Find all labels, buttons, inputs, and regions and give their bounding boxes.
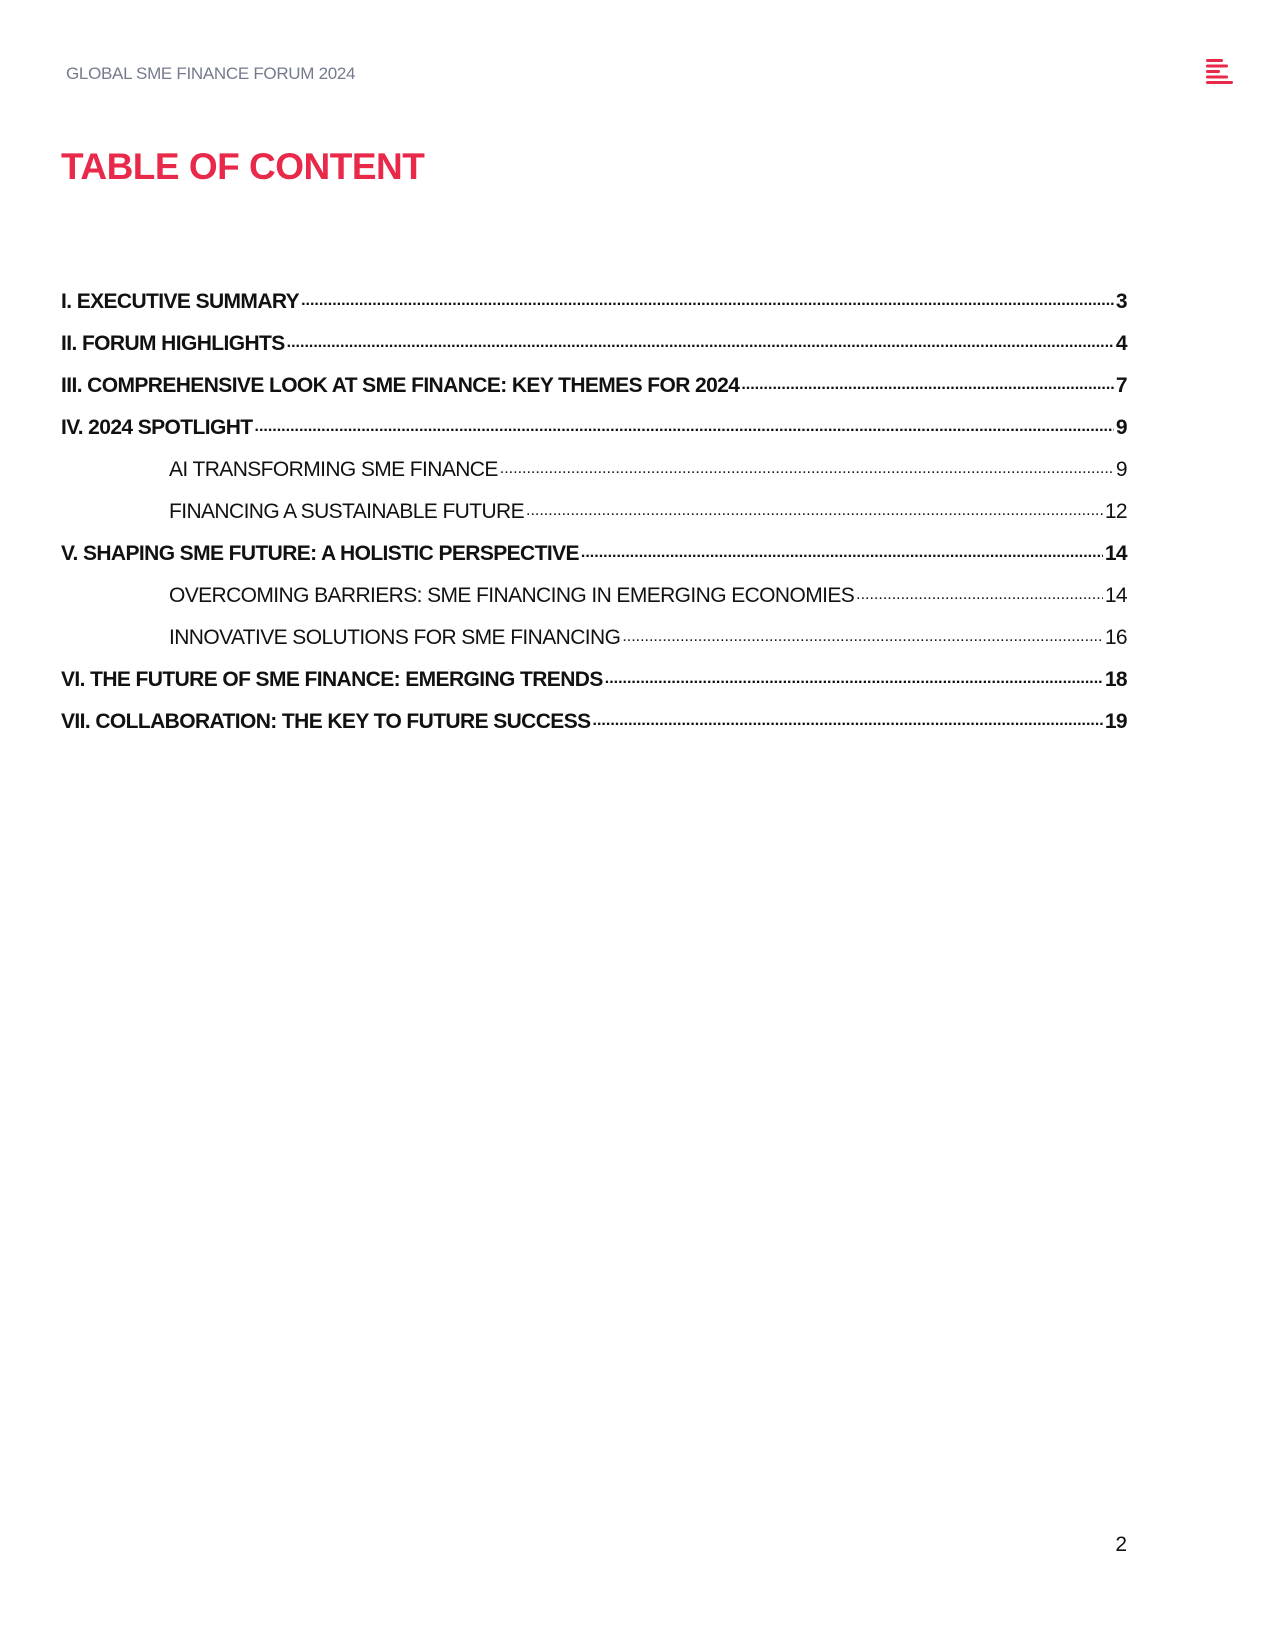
toc-entry-page: 4 — [1115, 332, 1127, 355]
toc-entry-page: 3 — [1115, 290, 1127, 313]
toc-entry-label: FINANCING A SUSTAINABLE FUTURE — [169, 500, 525, 523]
toc-subentry-sustainable-future[interactable] — [61, 491, 1127, 533]
toc-dot-leader — [301, 280, 1114, 310]
toc-entry-label: IV. 2024 SPOTLIGHT — [61, 416, 253, 439]
toc-entry-label: AI TRANSFORMING SME FINANCE — [169, 458, 498, 481]
toc-entry-page: 7 — [1115, 374, 1127, 397]
toc-subentry-innovative-solutions[interactable] — [61, 617, 1127, 659]
toc-entry-page: 14 — [1104, 542, 1127, 565]
toc-dot-leader — [255, 406, 1114, 436]
toc-entry-2024-spotlight[interactable] — [61, 407, 1127, 449]
running-header: GLOBAL SME FINANCE FORUM 2024 — [66, 64, 356, 83]
toc-entry-label: VII. COLLABORATION: THE KEY TO FUTURE SUCCESS — [61, 710, 591, 733]
toc-entry-label: V. SHAPING SME FUTURE: A HOLISTIC PERSPECTIVE — [61, 542, 579, 565]
toc-entry-future-of-sme-finance[interactable] — [61, 659, 1127, 701]
toc-entry-page: 9 — [1115, 458, 1127, 481]
toc-dot-leader — [581, 532, 1103, 562]
table-of-contents — [61, 281, 1127, 743]
toc-dot-leader — [622, 616, 1103, 646]
toc-dot-leader — [526, 490, 1103, 520]
toc-entry-page: 9 — [1115, 416, 1127, 439]
page-number: 2 — [1115, 1533, 1127, 1556]
toc-dot-leader — [605, 658, 1103, 688]
toc-entry-executive-summary[interactable] — [61, 281, 1127, 323]
toc-subentry-ai-transforming[interactable] — [61, 449, 1127, 491]
toc-entry-label: INNOVATIVE SOLUTIONS FOR SME FINANCING — [169, 626, 621, 649]
toc-dot-leader — [741, 364, 1114, 394]
toc-subentry-overcoming-barriers[interactable] — [61, 575, 1127, 617]
toc-entry-shaping-sme-future[interactable] — [61, 533, 1127, 575]
page-title: TABLE OF CONTENT — [61, 146, 425, 187]
toc-entry-label: I. EXECUTIVE SUMMARY — [61, 290, 300, 313]
toc-entry-collaboration[interactable] — [61, 701, 1127, 743]
toc-dot-leader — [500, 448, 1114, 478]
toc-entry-label: II. FORUM HIGHLIGHTS — [61, 332, 285, 355]
toc-entry-page: 18 — [1104, 668, 1127, 691]
toc-entry-label: VI. THE FUTURE OF SME FINANCE: EMERGING TRENDS — [61, 668, 603, 691]
toc-entry-page: 14 — [1104, 584, 1127, 607]
toc-entry-comprehensive-look[interactable] — [61, 365, 1127, 407]
toc-entry-label: III. COMPREHENSIVE LOOK AT SME FINANCE: KEY THEMES FOR 2024 — [61, 374, 740, 397]
toc-entry-page: 12 — [1104, 500, 1127, 523]
toc-entry-page: 19 — [1104, 710, 1127, 733]
toc-entry-page: 16 — [1104, 626, 1127, 649]
toc-dot-leader — [856, 574, 1103, 604]
toc-entry-label: OVERCOMING BARRIERS: SME FINANCING IN EMERGING ECONOMIES — [169, 584, 855, 607]
stacked-bars-logo-icon — [1206, 58, 1234, 86]
toc-entry-forum-highlights[interactable] — [61, 323, 1127, 365]
toc-dot-leader — [287, 322, 1114, 352]
toc-dot-leader — [593, 700, 1103, 730]
